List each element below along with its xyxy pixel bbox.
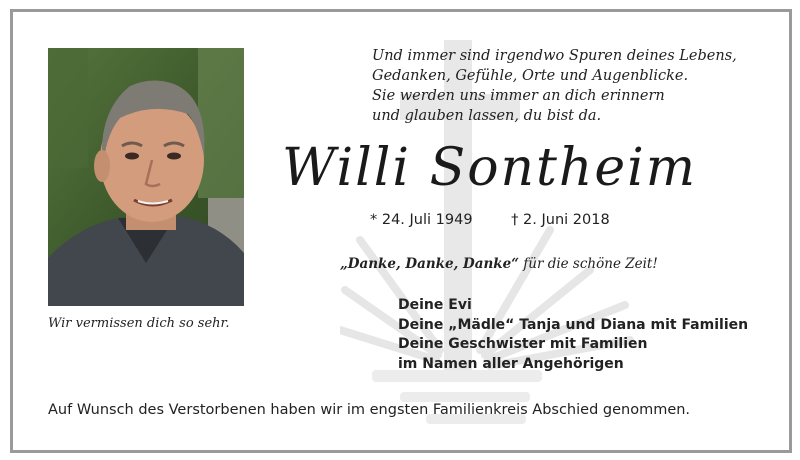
poem-line: Und immer sind irgendwo Spuren deines Lebens, (372, 48, 737, 64)
photo-caption: Wir vermissen dich so sehr. (48, 316, 230, 331)
thanks-line (340, 256, 658, 272)
thanks-emphasis: „Danke, Danke, Danke“ (340, 256, 519, 272)
poem-verse (372, 46, 772, 126)
birth-date: * 24. Juli 1949 (370, 212, 473, 228)
deceased-name: Willi Sontheim (282, 138, 698, 198)
mourner-line: Deine „Mädle“ Tanja und Diana mit Familien (398, 316, 749, 333)
life-dates (370, 212, 610, 228)
portrait-photo (48, 48, 244, 306)
death-date: † 2. Juni 2018 (511, 212, 610, 228)
poem-line: und glauben lassen, du bist da. (372, 108, 602, 124)
poem-line: Gedanken, Gefühle, Orte und Augenblicke. (372, 68, 689, 84)
thanks-rest: für die schöne Zeit! (518, 256, 658, 272)
mourner-line: Deine Evi (398, 297, 472, 313)
mourner-line: im Namen aller Angehörigen (398, 355, 624, 372)
poem-line: Sie werden uns immer an dich erinnern (372, 88, 665, 104)
footer-note: Auf Wunsch des Verstorbenen haben wir im engsten Familienkreis Abschied genommen. (48, 402, 691, 418)
mourners-list (398, 296, 748, 374)
mourner-line: Deine Geschwister mit Familien (398, 336, 648, 352)
